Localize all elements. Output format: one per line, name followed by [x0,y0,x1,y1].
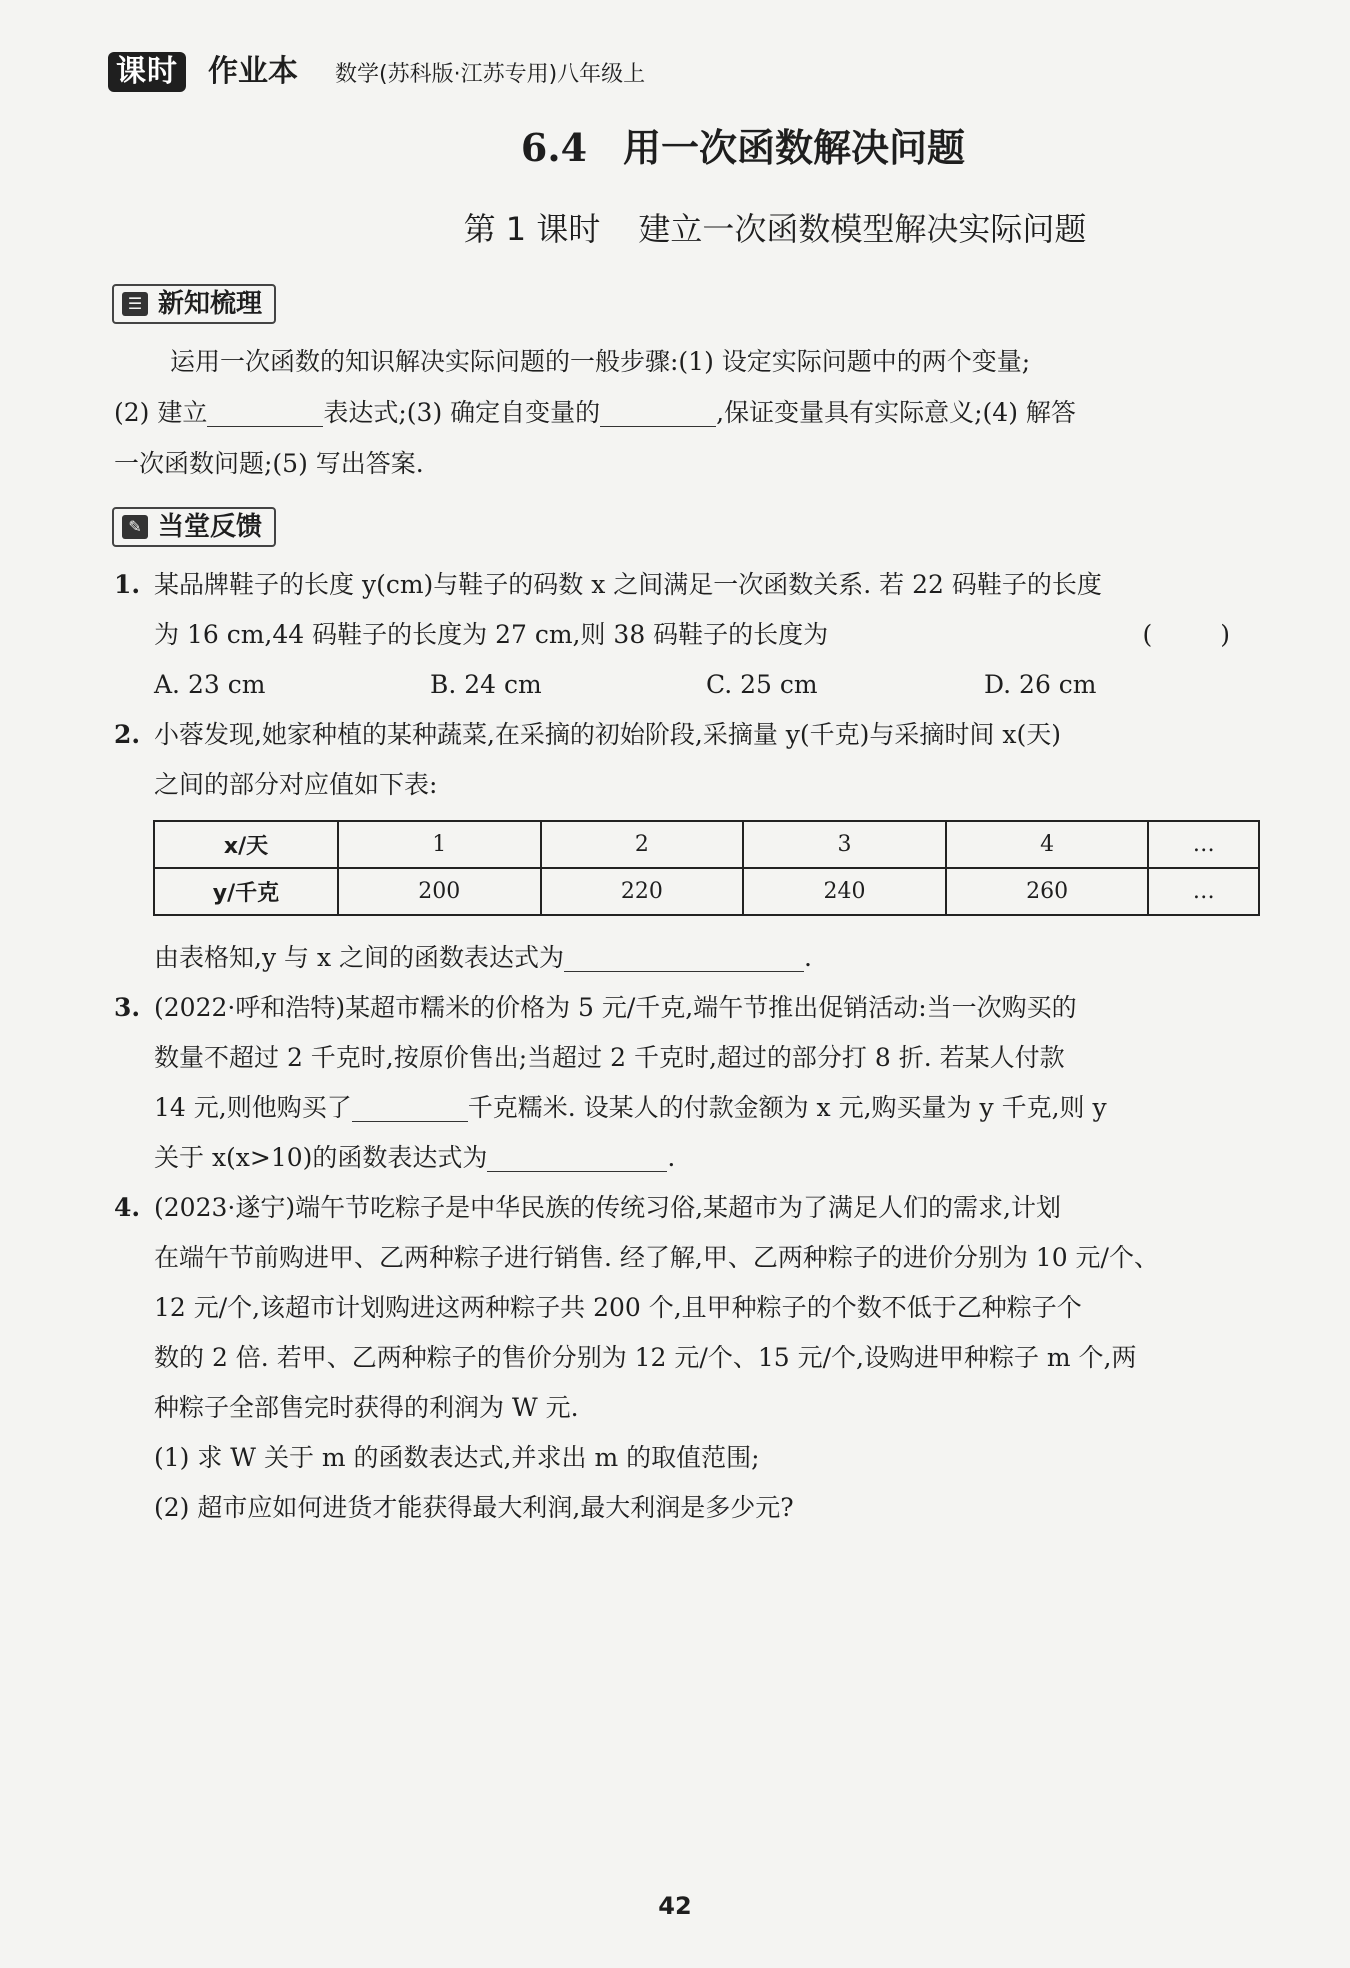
answer-parentheses[interactable]: ( ) [1142,620,1260,649]
q4-line-5: 种粽子全部售完时获得的利润为 W 元. [154,1393,579,1422]
brand-logo: 课时 [108,52,186,92]
q4-subquestion-1: (1) 求 W 关于 m 的函数表达式,并求出 m 的取值范围; [154,1443,760,1472]
section-header-knowledge [112,284,276,324]
section-title [0,120,1350,176]
q4-line-4: 数的 2 倍. 若甲、乙两种粽子的售价分别为 12 元/个、15 元/个,设购进甲种粽子 m 个,两 [154,1343,1137,1372]
table-row: y/千克 200 220 240 260 … [154,868,1259,915]
lesson-number: 第 1 课时 [463,210,601,248]
q2-line-3: 由表格知,y 与 x 之间的函数表达式为 . [154,943,812,972]
q4-line-1: (2023·遂宁)端午节吃粽子是中华民族的传统习俗,某超市为了满足人们的需求,计划 [154,1193,1061,1222]
q3-line-3: 14 元,则他购买了 千克糯米. 设某人的付款金额为 x 元,购买量为 y 千克,则 y [154,1093,1107,1122]
option-a[interactable]: A. 23 cm [154,670,266,699]
question-number: 4. [114,1193,141,1222]
q2-line-1: 小蓉发现,她家种植的某种蔬菜,在采摘的初始阶段,采摘量 y(千克)与采摘时间 x(天) [154,720,1061,749]
section-label: 当堂反馈 [158,512,263,542]
option-b[interactable]: B. 24 cm [430,670,542,699]
table-row: x/天 1 2 3 4 … [154,821,1259,868]
q3-line-2: 数量不超过 2 千克时,按原价售出;当超过 2 千克时,超过的部分打 8 折. 若某人付款 [154,1043,1065,1072]
q3-line-4: 关于 x(x>10)的函数表达式为 . [154,1143,676,1172]
q1-line-1: 某品牌鞋子的长度 y(cm)与鞋子的码数 x 之间满足一次函数关系. 若 22 码鞋子的长度 [154,570,1102,599]
section-number: 6.4 [520,125,588,170]
q4-subquestion-2: (2) 超市应如何进货才能获得最大利润,最大利润是多少元? [154,1493,794,1522]
lesson-subtitle [0,205,1350,253]
section-label: 新知梳理 [158,289,263,319]
section-header-feedback [112,507,276,547]
option-d[interactable]: D. 26 cm [984,670,1097,699]
pencil-icon: ✎ [122,515,148,539]
q1-line-2: 为 16 cm,44 码鞋子的长度为 27 cm,则 38 码鞋子的长度为 ( ) [154,610,1260,660]
q3-line-1: (2022·呼和浩特)某超市糯米的价格为 5 元/千克,端午节推出促销活动:当一次购买的 [154,993,1077,1022]
book-icon: ☰ [122,292,148,316]
question-number: 3. [114,993,141,1022]
brand-word: 作业本 [208,54,298,89]
knowledge-line-3: 一次函数问题;(5) 写出答案. [114,449,424,478]
q4-line-2: 在端午节前购进甲、乙两种粽子进行销售. 经了解,甲、乙两种粽子的进价分别为 10 元/个、 [154,1243,1159,1272]
answer-blank[interactable] [564,941,804,972]
question-number: 2. [114,720,141,749]
value-table [153,820,1260,916]
answer-blank[interactable] [487,1141,667,1172]
option-c[interactable]: C. 25 cm [706,670,818,699]
q4-line-3: 12 元/个,该超市计划购进这两种粽子共 200 个,且甲种粽子的个数不低于乙种粽子个 [154,1293,1082,1322]
answer-blank[interactable] [207,396,323,427]
section-title-text: 用一次函数解决问题 [623,125,966,170]
answer-blank[interactable] [600,396,716,427]
answer-blank[interactable] [352,1091,468,1122]
q2-line-2: 之间的部分对应值如下表: [154,770,438,799]
question-number: 1. [114,570,141,599]
knowledge-line-1: 运用一次函数的知识解决实际问题的一般步骤:(1) 设定实际问题中的两个变量; [170,347,1031,376]
book-info: 数学(苏科版·江苏专用)八年级上 [335,62,646,87]
lesson-title: 建立一次函数模型解决实际问题 [638,210,1087,248]
knowledge-line-2: (2) 建立 表达式;(3) 确定自变量的 ,保证变量具有实际意义;(4) 解答 [114,398,1076,427]
page-number: 42 [658,1892,692,1920]
